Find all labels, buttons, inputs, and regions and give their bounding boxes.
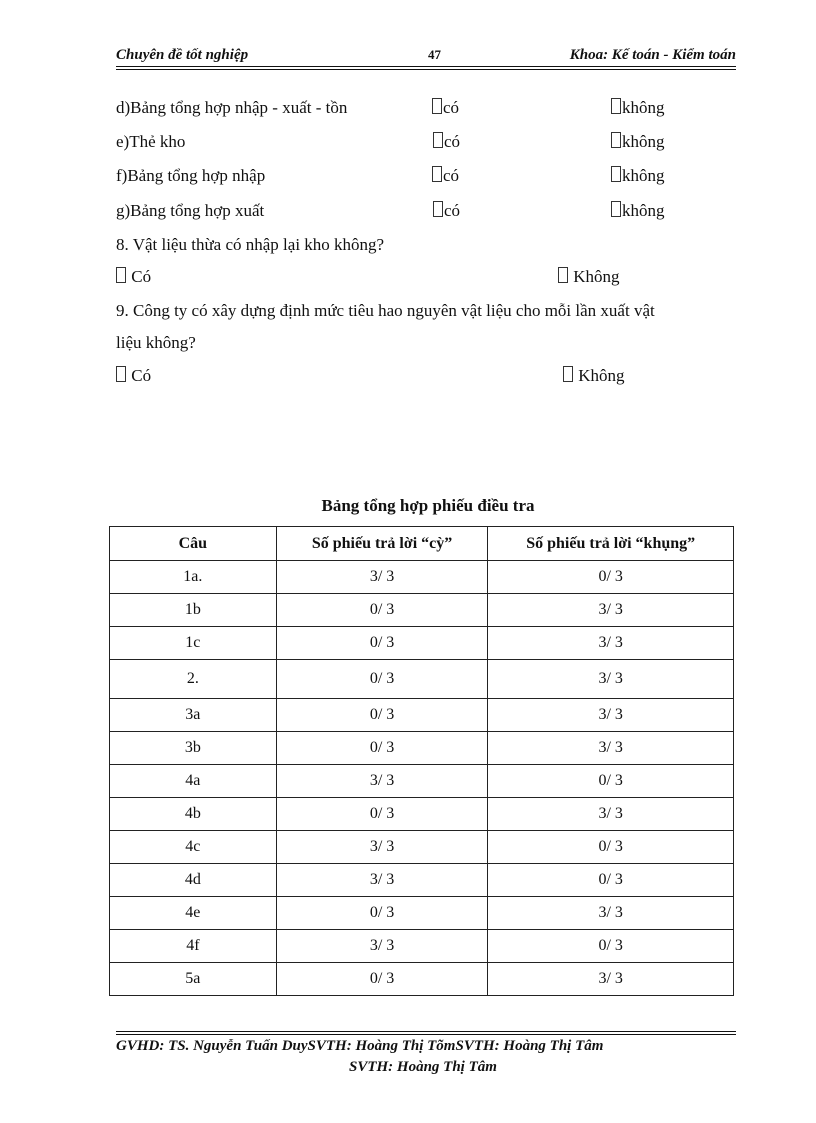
yes-count-cell: 0/ 3 bbox=[276, 897, 488, 930]
q9-yes-option[interactable]: Có bbox=[116, 366, 151, 386]
yes-count-cell: 0/ 3 bbox=[276, 732, 488, 765]
checklist-yes-g[interactable]: có bbox=[433, 201, 460, 221]
question-cell: 3b bbox=[110, 732, 277, 765]
yes-count-cell: 3/ 3 bbox=[276, 765, 488, 798]
checklist-yes-d[interactable]: có bbox=[432, 98, 459, 118]
footer-line-1: GVHD: TS. Nguyễn Tuấn DuySVTH: Hoàng Thị TõmSVTH: Hoàng Thị Tâm bbox=[116, 1038, 604, 1054]
table-row bbox=[110, 732, 734, 765]
table-row bbox=[110, 864, 734, 897]
yes-count-cell: 3/ 3 bbox=[276, 930, 488, 963]
question-cell: 4f bbox=[110, 930, 277, 963]
page-number: 47 bbox=[428, 47, 441, 62]
no-count-cell: 3/ 3 bbox=[488, 627, 734, 660]
yes-count-cell: 0/ 3 bbox=[276, 594, 488, 627]
question-cell: 2. bbox=[110, 660, 277, 699]
table-row bbox=[110, 594, 734, 627]
question-8: 8. Vật liệu thừa có nhập lại kho không? bbox=[116, 235, 385, 254]
yes-count-cell: 3/ 3 bbox=[276, 561, 488, 594]
checkbox-icon bbox=[433, 201, 443, 217]
checklist-label-d: d)Bảng tổng hợp nhập - xuất - tồn bbox=[116, 98, 348, 117]
table-row bbox=[110, 831, 734, 864]
header-yes-count: Số phiếu trả lời “cỳ” bbox=[276, 527, 488, 561]
table-row bbox=[110, 765, 734, 798]
footer-line-2: SVTH: Hoàng Thị Tâm bbox=[349, 1059, 497, 1075]
checklist-label-e: e)Thẻ kho bbox=[116, 132, 186, 151]
table-row bbox=[110, 930, 734, 963]
faculty-name: Khoa: Kế toán - Kiểm toán bbox=[569, 47, 736, 63]
table-row bbox=[110, 798, 734, 831]
yes-count-cell: 3/ 3 bbox=[276, 864, 488, 897]
yes-count-cell: 0/ 3 bbox=[276, 798, 488, 831]
page-footer bbox=[116, 1036, 736, 1078]
question-cell: 4a bbox=[110, 765, 277, 798]
no-count-cell: 3/ 3 bbox=[488, 594, 734, 627]
checklist-label-f: f)Bảng tổng hợp nhập bbox=[116, 166, 266, 185]
table-title: Bảng tổng hợp phiếu điều tra bbox=[321, 496, 535, 515]
header-divider bbox=[116, 66, 736, 70]
checkbox-icon bbox=[116, 366, 126, 382]
checkbox-icon bbox=[611, 132, 621, 148]
no-count-cell: 0/ 3 bbox=[488, 561, 734, 594]
yes-count-cell: 0/ 3 bbox=[276, 699, 488, 732]
no-count-cell: 3/ 3 bbox=[488, 732, 734, 765]
yes-count-cell: 0/ 3 bbox=[276, 660, 488, 699]
table-row bbox=[110, 627, 734, 660]
yes-count-cell: 0/ 3 bbox=[276, 963, 488, 996]
checkbox-icon bbox=[432, 98, 442, 114]
question-cell: 4e bbox=[110, 897, 277, 930]
no-count-cell: 0/ 3 bbox=[488, 864, 734, 897]
question-cell: 4d bbox=[110, 864, 277, 897]
checklist-label-g: g)Bảng tổng hợp xuất bbox=[116, 201, 265, 220]
question-9-line2: liệu không? bbox=[116, 333, 196, 352]
checkbox-icon bbox=[563, 366, 573, 382]
question-cell: 1a. bbox=[110, 561, 277, 594]
no-count-cell: 0/ 3 bbox=[488, 765, 734, 798]
question-cell: 3a bbox=[110, 699, 277, 732]
no-count-cell: 3/ 3 bbox=[488, 963, 734, 996]
no-count-cell: 3/ 3 bbox=[488, 660, 734, 699]
checklist-yes-e[interactable]: có bbox=[433, 132, 460, 152]
no-count-cell: 3/ 3 bbox=[488, 798, 734, 831]
question-cell: 1c bbox=[110, 627, 277, 660]
checklist-no-f[interactable]: không bbox=[611, 166, 665, 186]
table-row bbox=[110, 660, 734, 699]
q8-yes-option[interactable]: Có bbox=[116, 267, 151, 287]
yes-count-cell: 3/ 3 bbox=[276, 831, 488, 864]
header-question: Câu bbox=[110, 527, 277, 561]
checklist-yes-f[interactable]: có bbox=[432, 166, 459, 186]
checklist-no-g[interactable]: không bbox=[611, 201, 665, 221]
checklist-no-e[interactable]: không bbox=[611, 132, 665, 152]
no-count-cell: 0/ 3 bbox=[488, 831, 734, 864]
question-cell: 1b bbox=[110, 594, 277, 627]
header-no-count: Số phiếu trả lời “khụng” bbox=[488, 527, 734, 561]
table-row bbox=[110, 963, 734, 996]
no-count-cell: 3/ 3 bbox=[488, 699, 734, 732]
question-9-line1: 9. Công ty có xây dựng định mức tiêu hao nguyên vật liệu cho mỗi lần xuất vật bbox=[116, 301, 655, 320]
yes-count-cell: 0/ 3 bbox=[276, 627, 488, 660]
page-header bbox=[116, 47, 736, 67]
table-row bbox=[110, 897, 734, 930]
no-count-cell: 0/ 3 bbox=[488, 930, 734, 963]
thesis-title: Chuyên đề tốt nghiệp bbox=[116, 47, 249, 63]
q8-no-option[interactable]: Không bbox=[558, 267, 620, 287]
checkbox-icon bbox=[558, 267, 568, 283]
checkbox-icon bbox=[432, 166, 442, 182]
footer-divider bbox=[116, 1031, 736, 1035]
checkbox-icon bbox=[116, 267, 126, 283]
q9-no-option[interactable]: Không bbox=[563, 366, 625, 386]
question-cell: 4c bbox=[110, 831, 277, 864]
checkbox-icon bbox=[611, 201, 621, 217]
no-count-cell: 3/ 3 bbox=[488, 897, 734, 930]
table-header-row bbox=[110, 527, 734, 561]
checklist-no-d[interactable]: không bbox=[611, 98, 665, 118]
question-cell: 4b bbox=[110, 798, 277, 831]
table-row bbox=[110, 699, 734, 732]
table-row bbox=[110, 561, 734, 594]
question-cell: 5a bbox=[110, 963, 277, 996]
checkbox-icon bbox=[433, 132, 443, 148]
checkbox-icon bbox=[611, 166, 621, 182]
survey-summary-table bbox=[109, 526, 734, 996]
checkbox-icon bbox=[611, 98, 621, 114]
